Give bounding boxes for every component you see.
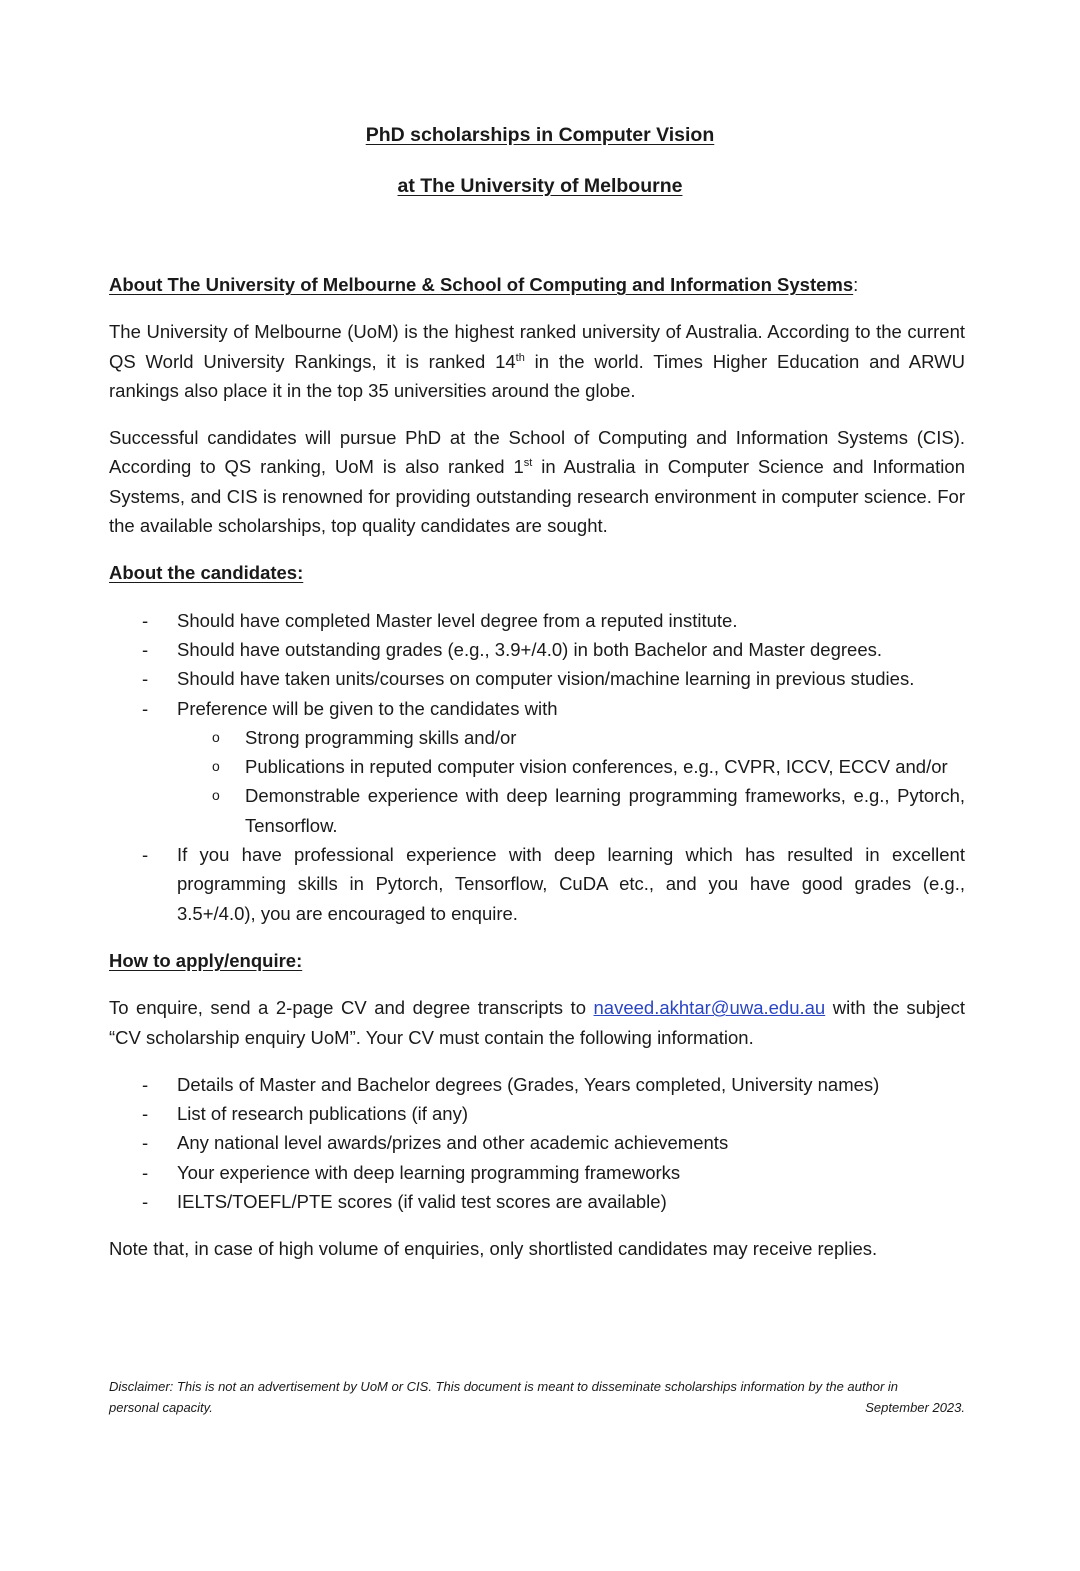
section-heading: About the candidates: (109, 562, 304, 584)
document-date: September 2023. (865, 1400, 965, 1415)
document-subtitle: at The University of Melbourne (397, 175, 683, 197)
sub-list-item: o Publications in reputed computer vision conferences, e.g., CVPR, ICCV, ECCV and/or (177, 752, 965, 781)
list-item: - Should have outstanding grades (e.g., 3.9+/4.0) in both Bachelor and Master degrees. (109, 635, 965, 664)
heading-colon: : (853, 274, 859, 295)
circle-bullet: o (212, 787, 220, 804)
dash-bullet: - (142, 638, 149, 660)
section-how-to-apply (109, 946, 965, 1264)
paragraph: The University of Melbourne (UoM) is the highest ranked university of Australia. According to the current QS World University Rankings, it is ranked 14th in the world. Times Higher Education and ARWU rankings also place it in the top 35 universities around the globe. (109, 321, 965, 401)
list-item: - Your experience with deep learning programming frameworks (109, 1158, 965, 1187)
section-heading: How to apply/enquire: (109, 949, 303, 971)
disclaimer-capacity: personal capacity. (109, 1400, 213, 1415)
email-link[interactable]: naveed.akhtar@uwa.edu.au (593, 997, 826, 1019)
preference-sublist (177, 723, 965, 840)
list-item: - Details of Master and Bachelor degrees (Grades, Years completed, University names) (109, 1070, 965, 1099)
document-title: PhD scholarships in Computer Vision (365, 124, 715, 146)
disclaimer (109, 1376, 965, 1418)
document-body (109, 270, 965, 1264)
dash-bullet: - (142, 609, 149, 631)
paragraph: Successful candidates will pursue PhD at the School of Computing and Information Systems (CIS). According to QS ranking, UoM is also ranked 1st in Australia in Computer Science and Information Systems, and CIS is renowned for providing outstanding research environment in computer science. For the available scholarships, top quality candidates are sought. (109, 427, 965, 537)
requirements-list (109, 606, 965, 928)
dash-bullet: - (142, 1132, 149, 1154)
dash-bullet: - (142, 844, 149, 866)
list-item: - Should have taken units/courses on computer vision/machine learning in previous studies. (109, 664, 965, 693)
dash-bullet: - (142, 1103, 149, 1125)
dash-bullet: - (142, 1161, 149, 1183)
dash-bullet: - (142, 1073, 149, 1095)
dash-bullet: - (142, 668, 149, 690)
section-about-university (109, 270, 965, 540)
ordinal-superscript: st (523, 457, 533, 470)
section-heading: About The University of Melbourne & School of Computing and Information Systems (109, 274, 854, 295)
sub-list-item: o Strong programming skills and/or (177, 723, 965, 752)
list-item: - IELTS/TOEFL/PTE scores (if valid test scores are available) (109, 1187, 965, 1216)
circle-bullet: o (212, 728, 220, 745)
closing-note: Note that, in case of high volume of enquiries, only shortlisted candidates may receive replies. (109, 1238, 878, 1260)
ordinal-superscript: th (515, 351, 525, 364)
section-candidates (109, 558, 965, 928)
list-item: - List of research publications (if any) (109, 1099, 965, 1128)
cv-contents-list (109, 1070, 965, 1216)
list-item: - Preference will be given to the candidates with o Strong programming skills and/or o Publications in reputed computer vision conferences, e.g., CVPR, ICCV, ECCV and/or o Demonstrable experience with deep learning programming frameworks, e.g., Pytorch, Tensorflow. (109, 694, 965, 840)
list-item: - If you have professional experience with deep learning which has resulted in excellent programming skills in Pytorch, Tensorflow, CuDA etc., and you have good grades (e.g., 3.5+/4.0), you are encouraged to enquire. (109, 840, 965, 928)
circle-bullet: o (212, 758, 220, 775)
list-item: - Any national level awards/prizes and other academic achievements (109, 1128, 965, 1157)
dash-bullet: - (142, 697, 149, 719)
disclaimer-line: Disclaimer: This is not an advertisement by UoM or CIS. This document is meant to disseminate scholarships information by the author in (109, 1379, 899, 1394)
dash-bullet: - (142, 1191, 149, 1213)
sub-list-item: o Demonstrable experience with deep learning programming frameworks, e.g., Pytorch, Tensorflow. (177, 781, 965, 840)
paragraph: To enquire, send a 2-page CV and degree transcripts to naveed.akhtar@uwa.edu.au with the subject “CV scholarship enquiry UoM”. Your CV must contain the following information. (109, 997, 966, 1048)
list-item: - Should have completed Master level degree from a reputed institute. (109, 606, 965, 635)
